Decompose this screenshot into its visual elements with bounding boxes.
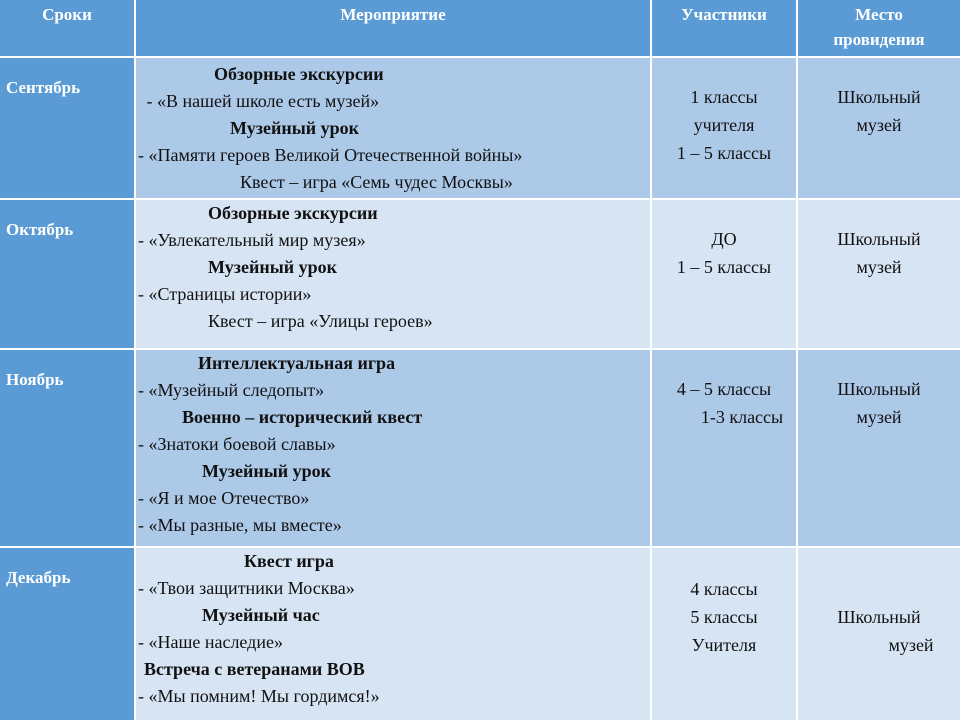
event-item: - «Памяти героев Великой Отечественной войны»	[138, 145, 523, 165]
event-heading: Интеллектуальная игра	[198, 353, 396, 373]
event-cell	[136, 200, 650, 348]
month-cell: Сентябрь	[0, 58, 134, 198]
event-item: Квест – игра «Семь чудес Москвы»	[240, 172, 513, 192]
month-cell: Октябрь	[0, 200, 134, 348]
table-header	[0, 0, 960, 56]
event-item: - «В нашей школе есть музей»	[142, 91, 380, 111]
participants-cell	[652, 350, 796, 546]
header-place-line1: Место	[855, 5, 903, 24]
participant-line: 1-3 классы	[700, 407, 784, 427]
event-item: Квест – игра «Улицы героев»	[208, 311, 433, 331]
participant-line: Учителя	[691, 635, 757, 655]
place-cell	[798, 350, 960, 546]
participant-line: 4 – 5 классы	[676, 379, 772, 399]
month-cell: Декабрь	[0, 548, 134, 720]
place-line: музей	[856, 257, 902, 277]
participant-line: 4 классы	[690, 579, 758, 599]
event-heading: Военно – исторический квест	[182, 407, 423, 427]
participant-line: ДО	[711, 229, 737, 249]
place-line: музей	[856, 407, 902, 427]
event-heading: Музейный урок	[208, 257, 338, 277]
place-line: музей	[856, 115, 902, 135]
month-cell: Ноябрь	[0, 350, 134, 546]
event-item: - «Твои защитники Москва»	[138, 578, 355, 598]
event-item: - «Мы разные, мы вместе»	[138, 515, 342, 535]
header-place	[798, 0, 960, 56]
event-item: - «Музейный следопыт»	[138, 380, 325, 400]
place-cell	[798, 58, 960, 198]
event-item: - «Знатоки боевой славы»	[138, 434, 336, 454]
event-heading: Квест игра	[244, 551, 334, 571]
participants-cell	[652, 58, 796, 198]
table-row	[0, 548, 960, 720]
place-line: Школьный	[837, 607, 921, 627]
table-row	[0, 350, 960, 546]
place-cell	[798, 548, 960, 720]
event-cell	[136, 58, 650, 198]
event-heading: Встреча с ветеранами ВОВ	[144, 659, 365, 679]
place-line: музей	[888, 635, 934, 655]
event-item: - «Мы помним! Мы гордимся!»	[138, 686, 380, 706]
table-row	[0, 200, 960, 348]
participant-line: 1 – 5 классы	[676, 143, 772, 163]
participants-cell	[652, 548, 796, 720]
participant-line: 1 – 5 классы	[676, 257, 772, 277]
event-heading: Обзорные экскурсии	[214, 64, 384, 84]
event-heading: Обзорные экскурсии	[208, 203, 378, 223]
place-line: Школьный	[837, 229, 921, 249]
event-heading: Музейный урок	[230, 118, 360, 138]
event-item: - «Увлекательный мир музея»	[138, 230, 366, 250]
event-item: - «Страницы истории»	[138, 284, 312, 304]
header-participants: Участники	[652, 0, 796, 56]
place-cell	[798, 200, 960, 348]
table-row	[0, 58, 960, 198]
event-cell	[136, 350, 650, 546]
event-item: - «Наше наследие»	[138, 632, 283, 652]
event-heading: Музейный час	[202, 605, 320, 625]
participant-line: 1 классы	[690, 87, 758, 107]
participant-line: учителя	[693, 115, 755, 135]
header-place-line2: провидения	[833, 30, 925, 49]
event-item: - «Я и мое Отечество»	[138, 488, 310, 508]
participant-line: 5 классы	[690, 607, 758, 627]
place-line: Школьный	[837, 87, 921, 107]
event-heading: Музейный урок	[202, 461, 332, 481]
place-line: Школьный	[837, 379, 921, 399]
event-cell	[136, 548, 650, 720]
participants-cell	[652, 200, 796, 348]
header-event: Мероприятие	[136, 0, 650, 56]
header-period: Сроки	[0, 0, 134, 56]
